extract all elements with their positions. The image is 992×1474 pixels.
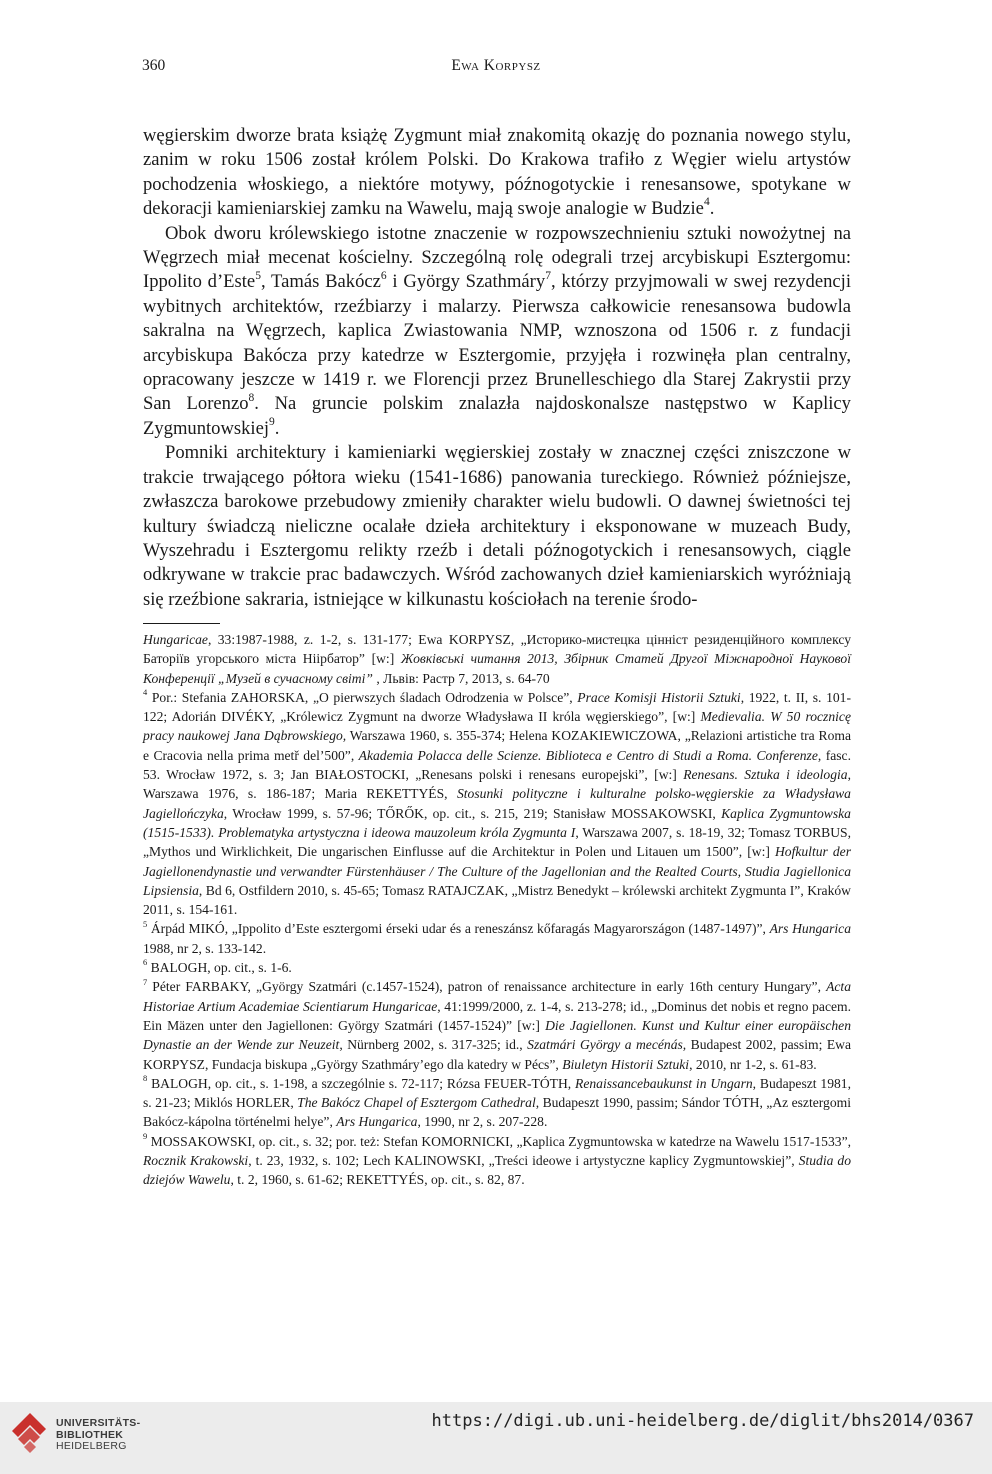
paragraph bbox=[143, 222, 851, 442]
text-run: , Wrocław 1999, s. 57-96; TŐRŐK, op. cit., s. 215, 219; Stanisław MOSSAKOWSKI, bbox=[223, 805, 722, 821]
text-run: , 41:1999/2000, z. 1-4, s. 213-278; id., „Dominus det nobis et regno pacem. Ein Mäzen unter den Jagiellonen: György Szatmári (1457-1524)” [w:] bbox=[143, 998, 851, 1033]
text-run: , fasc. 53. Wrocław 1972, s. 3; Jan BIAŁOSTOCKI, „Renesans polski i renesans europejski”, [w:] bbox=[143, 747, 851, 783]
footnote-ref: 7 bbox=[143, 976, 148, 987]
italic-text: Renaissancebaukunst in Ungarn bbox=[575, 1075, 753, 1091]
italic-text: Prace Komisji Historii Sztuki bbox=[577, 689, 741, 705]
italic-text: Rocznik Krakowski bbox=[143, 1153, 249, 1169]
text-run: . Na gruncie polskim znalazła najdoskonalsze następstwo w Kaplicy Zygmuntowskiej bbox=[143, 393, 851, 439]
text-run: , Budapeszt 1990, passim; Sándor TÓTH, „Az esztergomi Bakócz-kápolna történelmi helye”, bbox=[143, 1095, 851, 1130]
footnote-ref: 7 bbox=[545, 269, 551, 282]
running-head-text: Ewa Korpysz bbox=[451, 57, 541, 74]
footnote bbox=[143, 919, 851, 958]
logo-line-2: BIBLIOTHEK bbox=[56, 1428, 124, 1441]
text-run: , Львів: Растр 7, 2013, s. 64-70 bbox=[372, 670, 550, 686]
italic-text: Medievalia. W 50 rocznicę pracy naukowej Jana Dąbrowskiego, bbox=[143, 709, 851, 744]
footnote bbox=[143, 688, 851, 920]
italic-text: Stosunki polityczne i kulturalne polsko-węgierskie za Władysława Jagiellończyka bbox=[143, 786, 851, 821]
text-run: , 2010, nr 1-2, s. 61-83. bbox=[689, 1056, 817, 1072]
italic-text: Studia do dziejów Wawelu bbox=[143, 1153, 851, 1188]
text-run: , Nürnberg 2002, s. 317-325; id., bbox=[339, 1037, 528, 1053]
italic-text: Akademia Polacca delle Scienze. Biblioteca e Centro di Studi a Roma. Conferenze bbox=[358, 747, 818, 763]
italic-text: Renesans. Sztuka i ideologia bbox=[683, 767, 848, 783]
footnote-ref: 6 bbox=[143, 957, 148, 968]
italic-text: Ars Hungarica bbox=[336, 1114, 418, 1130]
text-run: , Warszawa 2007, s. 18-19, 32; Tomasz TORBUS, „Mythos und Wirklichkeit, Die ungarischen Einflusse auf die Architektur in Polen und Litauen um 1500”, [w:] bbox=[143, 824, 851, 860]
italic-text: Hungaricae bbox=[143, 632, 208, 647]
footnote bbox=[143, 630, 851, 688]
text-run: , Bd 6, Ostfildern 2010, s. 45-65; Tomasz RATAJCZAK, „Mistrz Benedykt – królewski architekt Zygmunta I”, Kraków 2011, s. 154-161. bbox=[143, 882, 851, 918]
text-run: . bbox=[709, 198, 715, 220]
text-run: BALOGH, op. cit., s. 1-198, a szczególnie s. 72-117; Rózsa FEUER-TÓTH, bbox=[147, 1075, 576, 1091]
italic-text: Szatmári György a mecénás, bbox=[527, 1037, 687, 1053]
text-run: , Tamás Bakócz bbox=[260, 271, 381, 293]
running-head bbox=[0, 57, 992, 75]
text-run: Budapest 2002, passim; Ewa KORPYSZ, Fundacja biskupa „György Szathmáry’ego dla katedry w Pécs”, bbox=[143, 1037, 851, 1072]
footnote-ref: 4 bbox=[703, 196, 710, 209]
logo-line-3: HEIDELBERG bbox=[56, 1440, 127, 1453]
text-run: węgierskim dworze brata książę Zygmunt miał znakomitą okazję do poznania nowego stylu, zanim w roku 1506 został królem Polski. Do Krakowa trafiło z Węgier wielu artystów pochodzenia włoskiego, a niektóre motywy, późnogotyckie i renesansowe, spotykane w dekoracji kamieniarskiej zamku na Wawelu, mają swoje analogie w Budzie bbox=[143, 125, 851, 220]
italic-text: Kaplica Zygmuntowska (1515-1533). Problematyka artystyczna i ideowa mauzoleum króla Zygmunta I bbox=[143, 805, 851, 840]
text-run: Árpád MIKÓ, „Ippolito d’Este esztergomi érseki udar és a reneszánsz kőfaragás Magyarországon (1487-1497)”, bbox=[147, 921, 770, 937]
italic-text: Acta Historiae Artium Academiae Scientiarum Hungaricae bbox=[143, 979, 851, 1014]
paragraph bbox=[143, 441, 851, 612]
text-run: , Warszawa 1976, s. 186-187; Maria REKETTYÉS, bbox=[143, 767, 851, 802]
footnote-ref: 9 bbox=[143, 1130, 148, 1141]
footnote-ref: 6 bbox=[380, 269, 387, 282]
footnote bbox=[143, 958, 851, 977]
text-run: Por.: Stefania ZAHORSKA, „O pierwszych śladach Odrodzenia w Polsce”, bbox=[147, 689, 578, 705]
main-text bbox=[143, 124, 851, 612]
italic-text: Biuletyn Historii Sztuki bbox=[562, 1056, 690, 1072]
footnote-ref: 9 bbox=[269, 415, 275, 428]
text-run: , 1922, t. II, s. 101-122; Adorián DIVÉKY, „Królewicz Zygmunt na dworze Władysława II króla węgierskiego”, [w:] bbox=[143, 689, 851, 725]
text-run: i György Szathmáry bbox=[386, 271, 546, 293]
footnote bbox=[143, 1074, 851, 1132]
text-run: MOSSAKOWSKI, op. cit., s. 32; por. też: Stefan KOMORNICKI, „Kaplica Zygmuntowska w katedrze na Wawelu 1517-1533”, bbox=[147, 1133, 851, 1149]
text-run: . bbox=[274, 417, 280, 439]
text-run: BALOGH, op. cit., s. 1-6. bbox=[147, 960, 292, 976]
footnote-ref: 5 bbox=[255, 269, 261, 282]
page-number: 360 bbox=[142, 57, 166, 74]
footnote-ref: 4 bbox=[143, 687, 148, 698]
text-run: , 1990, nr 2, s. 207-228. bbox=[417, 1114, 548, 1130]
footnote-ref: 8 bbox=[143, 1073, 148, 1084]
text-run: , 33:1987-1988, z. 1-2, s. 131-177; Ewa KORPYSZ, „Историко-мистецка цінніст резиденційного комплексу Баторіїв угорського міста Нііpбатор” [w:] bbox=[143, 632, 851, 667]
footnote-ref: 5 bbox=[143, 918, 148, 929]
footnote-rule bbox=[143, 623, 220, 624]
library-logo-text[interactable] bbox=[56, 1418, 140, 1453]
text-run: Péter FARBAKY, „György Szatmári (c.1457-1524), patron of renaissance architecture in early 16th century Hungary”, bbox=[147, 979, 827, 995]
digital-url[interactable]: https://digi.ub.uni-heidelberg.de/diglit/bhs2014/0367 bbox=[431, 1411, 974, 1431]
footnotes bbox=[143, 630, 851, 1190]
text-run: Obok dworu królewskiego istotne znaczenie w rozpowszechnieniu sztuki nowożytnej na Węgrzech miał mecenat kościelny. Szczególną rolę odegrali trzej arcybiskupi Esztergomu: Ippolito d’Este bbox=[143, 222, 851, 293]
text-run: 1988, nr 2, s. 133-142. bbox=[143, 940, 267, 956]
paragraph bbox=[143, 124, 851, 222]
library-logo-icon[interactable] bbox=[10, 1411, 48, 1453]
text-run: Pomniki architektury i kamieniarki węgierskiej zostały w znacznej części zniszczone w trakcie trwającego półtora wieku (1541-1686) panowania tureckiego. Również późniejsze, zwłaszcza barokowe przebudowy zmieniły charakter wielu budowli. O dawnej świetności tej kultury świadczą nieliczne ocalałe dzieła architektury i eksponowane w muzeach Budy, Wyszehradu i Esztergomu relikty rzeźb i detali późnogotyckich i renesansowych, ciągle odkrywane w trakcie prac badawczych. Wśród zachowanych dzieł kamieniarskich wyróżniają się rzeźbione sakraria, istniejące w kilkunastu kościołach na terenie środo- bbox=[143, 442, 851, 610]
text-run: Warszawa 1960, s. 355-374; Helena KOZAKIEWICZOWA, „Relazioni artistiche tra Roma e Cracovia nella prima metř del’500”, bbox=[143, 728, 852, 763]
italic-text: Жовківські читання 2013, Збірник Статей Другої Міжнародної Наукової Конференції „Музей в сучасному світі” bbox=[143, 651, 851, 686]
footnote-ref: 8 bbox=[248, 391, 255, 404]
logo-line-1: UNIVERSITÄTS- bbox=[56, 1417, 141, 1429]
footnote bbox=[143, 977, 851, 1073]
italic-text: The Bakócz Chapel of Esztergom Cathedral bbox=[297, 1095, 536, 1111]
text-run: , którzy przyjmowali w swej rezydencji wybitnych architektów, rzeźbiarzy i malarzy. Pierwsza całkowicie renesansowa budowla sakralna na Węgrzech, kaplica Zwiastowania NMP, wznoszona od 1506 r. z fundacji arcybiskupa Bakócza przy katedrze w Esztergomie, przyjęła i rozwinęła plan centralny, opracowany jeszcze w 1419 r. we Florencji przez Brunelleschiego dla Starej Zakrystii przy San Lorenzo bbox=[143, 271, 851, 415]
text-run: , Budapeszt 1981, s. 21-23; Miklós HORLER, bbox=[143, 1075, 851, 1111]
italic-text: Die Jagiellonen. Kunst und Kultur einer europäischen Dynastie an der Wende zur Neuzeit bbox=[143, 1017, 851, 1053]
text-run: , t. 2, 1960, s. 61-62; REKETTYÉS, op. cit., s. 82, 87. bbox=[230, 1172, 525, 1188]
italic-text: Ars Hungarica bbox=[769, 921, 851, 937]
footnote bbox=[143, 1132, 851, 1190]
text-run: , t. 23, 1932, s. 102; Lech KALINOWSKI, „Treści ideowe i artystyczne kaplicy Zygmuntowskiej”, bbox=[248, 1153, 799, 1169]
italic-text: Hofkultur der Jagiellonendynastie und verwandter Fürstenhäuser / The Culture of the Jagellonian and the Realted Courts, Studia Jagiellonica Lipsiensia bbox=[143, 844, 851, 898]
